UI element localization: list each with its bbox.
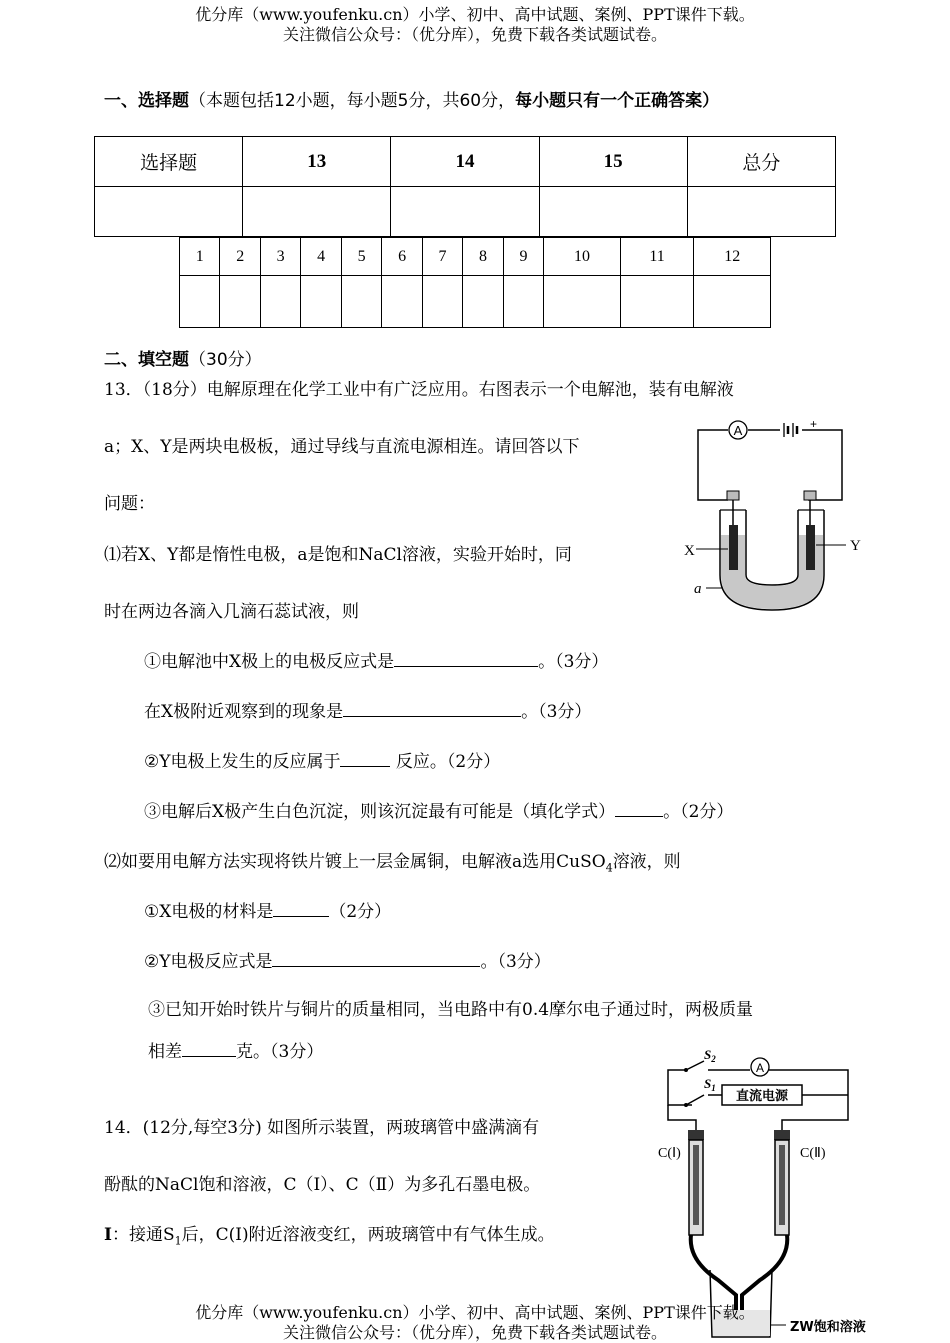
electrode-c2 — [779, 1145, 785, 1225]
battery-plus-label: + — [810, 417, 818, 431]
score-table — [94, 136, 836, 237]
switch-s2-sub: 2 — [711, 1054, 716, 1064]
answer-cell[interactable] — [544, 276, 620, 328]
switch-s1-letter: S — [704, 1076, 712, 1091]
answer-number: 7 — [422, 238, 462, 276]
q13-t1-score: （2分） — [329, 902, 392, 922]
score-cell[interactable] — [687, 187, 835, 237]
q13-t3-b — [148, 1037, 323, 1062]
q13-intro-1: 13．（18分）电解原理在化学工业中有广泛应用。右图表示一个电解池，装有电解液 — [104, 380, 734, 400]
power-supply-label: 直流电源 — [735, 1089, 789, 1104]
section1-title: 一、选择题 — [104, 91, 189, 111]
q13-intro-2: a；X、Y是两块电极板，通过导线与直流电源相连。请回答以下 — [104, 437, 580, 457]
electrolysis-u-tube-figure — [680, 415, 870, 620]
switch-s2 — [686, 1061, 704, 1070]
switch-s2-letter: S — [704, 1047, 712, 1062]
q13-t3-a: ③已知开始时铁片与铜片的质量相同，当电路中有0.4摩尔电子通过时，两极质量 — [148, 1000, 754, 1020]
q13-s3 — [144, 747, 500, 772]
q13-t3-b-score: 克。（3分） — [236, 1042, 324, 1062]
answer-table — [179, 237, 771, 328]
section1-emph: 每小题只有一个正确答案） — [515, 91, 720, 111]
switch-s1 — [686, 1095, 704, 1105]
label-a: a — [694, 581, 702, 597]
answer-blank[interactable] — [615, 800, 663, 817]
stopper-right — [804, 491, 816, 500]
q13-t2-score: 。（3分） — [480, 952, 551, 972]
q13-s4-text: ③电解后X极产生白色沉淀，则该沉淀最有可能是（填化学式） — [144, 802, 616, 822]
tube-cap-right — [774, 1130, 790, 1140]
lead-left — [668, 1105, 696, 1130]
label-y: Y — [850, 538, 861, 554]
score-header-13: 13 — [243, 137, 391, 187]
switch-s1-sub: 1 — [711, 1083, 716, 1093]
ammeter-label: A — [733, 423, 743, 438]
q13-part2-subscript: 4 — [605, 861, 613, 875]
section2-title: 二、填空题 — [104, 350, 189, 370]
q13-s4 — [144, 797, 733, 822]
answer-cell[interactable] — [341, 276, 381, 328]
label-x: X — [684, 543, 695, 559]
q14-line-3-tail: 后，C(I)附近溶液变红，两玻璃管中有气体生成。 — [181, 1225, 555, 1245]
q13-t1-text: ①X电极的材料是 — [144, 902, 274, 922]
answer-number: 11 — [620, 238, 694, 276]
q14-part-label: I — [104, 1225, 112, 1245]
q13-s3-score: 反应。（2分） — [395, 752, 501, 772]
q14-line-3 — [104, 1220, 555, 1247]
answer-number: 12 — [694, 238, 771, 276]
electrode-x — [729, 525, 738, 570]
ammeter-label: A — [755, 1061, 765, 1075]
q13-s2-score: 。（3分） — [521, 702, 592, 722]
u-tube-inner — [746, 510, 798, 585]
q13-s2-text: 在X极附近观察到的现象是 — [144, 702, 344, 722]
switch-s2-pivot — [684, 1068, 688, 1072]
q13-part2-text: ⑵如要用电解方法实现将铁片镀上一层金属铜，电解液a选用CuSO — [104, 852, 606, 872]
q13-t1 — [144, 897, 391, 922]
score-cell[interactable] — [95, 187, 243, 237]
answer-number: 9 — [503, 238, 543, 276]
answer-blank[interactable] — [340, 750, 390, 767]
switch-s1-pivot — [684, 1103, 688, 1107]
answer-cell[interactable] — [422, 276, 462, 328]
answer-cell[interactable] — [382, 276, 422, 328]
q13-part2-tail: 溶液，则 — [612, 852, 681, 872]
footer-line-2: 关注微信公众号：（优分库），免费下载各类试题试卷。 — [282, 1323, 667, 1342]
q13-s1-text: ①电解池中X极上的电极反应式是 — [144, 652, 395, 672]
q14-line-3-subscript: 1 — [174, 1234, 182, 1248]
label-c2: C(Ⅱ) — [800, 1146, 826, 1161]
answer-number: 3 — [260, 238, 300, 276]
answer-cell[interactable] — [620, 276, 694, 328]
header-line-2: 关注微信公众号：（优分库），免费下载各类试题试卷。 — [282, 25, 667, 44]
header-line-1: 优分库（www.youfenku.cn）小学、初中、高中试题、案例、PPT课件下载。 — [195, 5, 755, 24]
answer-number: 10 — [544, 238, 620, 276]
stopper-left — [727, 491, 739, 500]
circuit-wire-left — [668, 1070, 692, 1105]
answer-cell[interactable] — [463, 276, 503, 328]
beaker-label: ZW饱和溶液 — [790, 1320, 866, 1335]
footer-line-1: 优分库（www.youfenku.cn）小学、初中、高中试题、案例、PPT课件下载。 — [195, 1303, 755, 1322]
q13-s1-score: 。（3分） — [538, 652, 609, 672]
q13-intro-3: 问题： — [104, 494, 155, 514]
answer-number: 6 — [382, 238, 422, 276]
wire-right — [802, 430, 842, 500]
q13-s4-score: 。（2分） — [663, 802, 734, 822]
answer-number: 8 — [463, 238, 503, 276]
switch-s2-label — [704, 1047, 716, 1064]
score-header-15: 15 — [539, 137, 687, 187]
q13-t2-text: ②Y电极反应式是 — [144, 952, 273, 972]
q14-line-1: 14．(12分,每空3分) 如图所示装置，两玻璃管中盛满滴有 — [104, 1118, 540, 1138]
q13-part2 — [104, 847, 681, 874]
score-header-14: 14 — [391, 137, 539, 187]
score-cell[interactable] — [243, 187, 391, 237]
q13-t3-b-text: 相差 — [148, 1042, 182, 1062]
answer-number: 1 — [180, 238, 220, 276]
q13-s1 — [144, 647, 608, 672]
electrode-c1 — [693, 1145, 699, 1225]
answer-cell[interactable] — [503, 276, 543, 328]
score-header-total: 总分 — [687, 137, 835, 187]
q13-s2 — [144, 697, 591, 722]
q13-t2 — [144, 947, 551, 972]
score-cell[interactable] — [539, 187, 687, 237]
answer-blank[interactable] — [343, 700, 521, 717]
q13-part1-b: 时在两边各滴入几滴石蕊试液，则 — [104, 602, 359, 622]
answer-number: 2 — [220, 238, 260, 276]
q14-line-2: 酚酞的NaCl饱和溶液，C（Ⅰ）、C（Ⅱ）为多孔石墨电极。 — [104, 1175, 541, 1195]
label-c1: C(Ⅰ) — [658, 1146, 681, 1161]
two-tube-apparatus-figure — [658, 1045, 898, 1342]
wire-left — [698, 430, 728, 500]
score-cell[interactable] — [391, 187, 539, 237]
answer-number: 4 — [301, 238, 341, 276]
q13-s3-text: ②Y电极上发生的反应属于 — [144, 752, 341, 772]
section2-note: （30分） — [189, 350, 262, 370]
q14-line-3-text: ：接通S — [111, 1225, 175, 1245]
answer-cell[interactable] — [694, 276, 771, 328]
tube-cap-left — [688, 1130, 704, 1140]
electrode-y — [806, 525, 815, 570]
q13-part1-a: ⑴若X、Y都是惰性电极，a是饱和NaCl溶液，实验开始时，同 — [104, 545, 572, 565]
answer-cell[interactable] — [180, 276, 220, 328]
answer-cell[interactable] — [220, 276, 260, 328]
score-header-choice: 选择题 — [95, 137, 243, 187]
answer-blank[interactable] — [272, 950, 480, 967]
section1-heading — [104, 86, 719, 111]
section2-heading — [104, 345, 262, 370]
answer-blank[interactable] — [394, 650, 538, 667]
section1-note: （本题包括12小题，每小题5分，共60分， — [189, 91, 516, 111]
answer-cell[interactable] — [301, 276, 341, 328]
answer-blank[interactable] — [182, 1040, 236, 1057]
answer-number: 5 — [341, 238, 381, 276]
switch-s1-label — [704, 1076, 716, 1093]
answer-blank[interactable] — [273, 900, 329, 917]
answer-cell[interactable] — [260, 276, 300, 328]
